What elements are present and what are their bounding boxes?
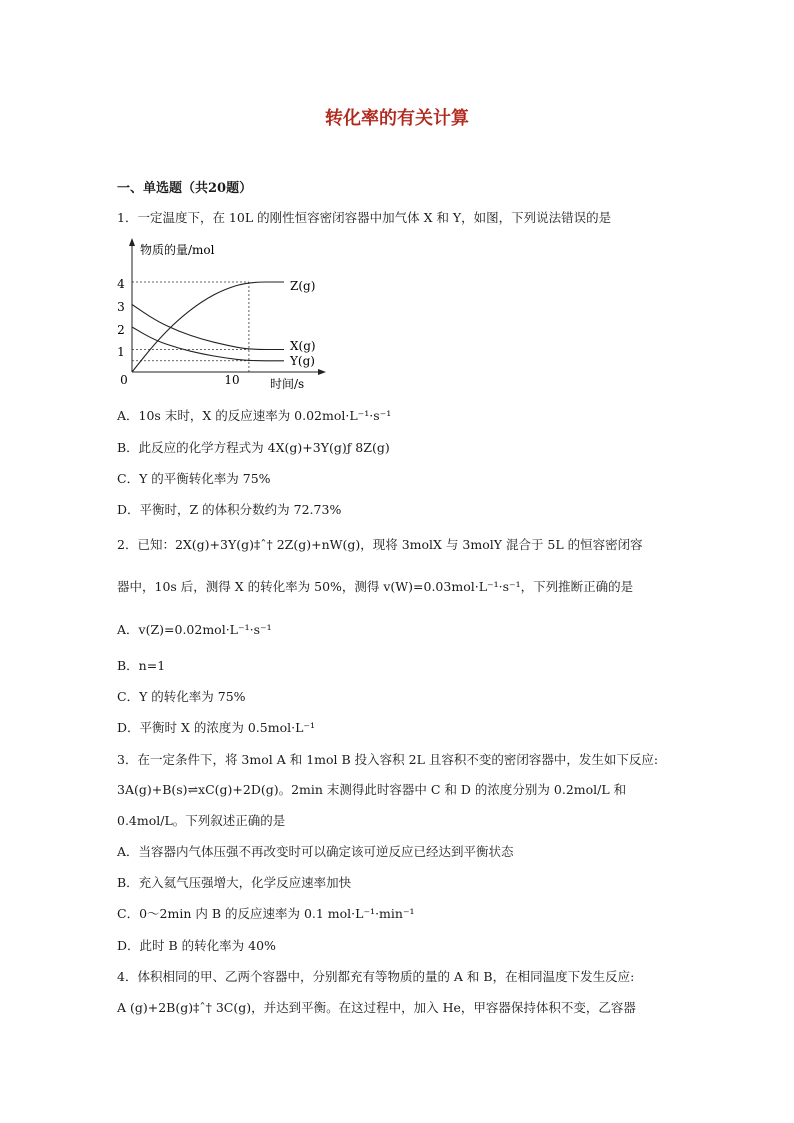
y-axis-label: 物质的量/mol [140,243,215,257]
q3-stem-line1: 3．在一定条件下，将 3mol A 和 1mol B 投入容积 2L 且容积不变的密闭容器中，发生如下反应: [117,752,659,767]
section-heading: 一、单选题（共20题） [117,181,253,196]
q2-option-b: B．n=1 [117,658,166,673]
y-tick-1: 1 [117,345,125,359]
q3-option-b: B．充入氦气压强增大，化学反应速率加快 [117,875,352,890]
q1-chart [112,238,352,390]
series-label-x: X(g) [290,339,316,353]
y-tick-3: 3 [117,300,125,314]
y-tick-4: 4 [117,277,125,291]
q3-stem-line2: 3A(g)+B(s)⇌xC(g)+2D(g)。2min 末测得此时容器中 C 和 D 的浓度分别为 0.2mol/L 和 [117,782,627,797]
q3-option-d: D．此时 B 的转化率为 40% [117,938,276,953]
q1-stem: 1．一定温度下，在 10L 的刚性恒容密闭容器中加气体 X 和 Y，如图，下列说法错误的是 [117,210,612,225]
q2-stem-line2: 器中，10s 后，测得 X 的转化率为 50%，测得 v(W)=0.03mol·L⁻¹·s⁻¹，下列推断正确的是 [117,579,634,594]
q2-stem-line1: 2．已知：2X(g)+3Y(g)‡ˆ† 2Z(g)+nW(g)，现将 3molX 与 3molY 混合于 5L 的恒容密闭容 [117,537,643,552]
q2-option-d: D．平衡时 X 的浓度为 0.5mol·L⁻¹ [117,720,315,735]
x-axis-label: 时间/s [270,377,305,390]
q1-option-a: A．10s 末时，X 的反应速率为 0.02mol·L⁻¹·s⁻¹ [117,408,392,423]
q3-stem-line3: 0.4mol/L。下列叙述正确的是 [117,813,286,828]
q1-option-c: C．Y 的平衡转化率为 75% [117,471,271,486]
series-label-y: Y(g) [290,354,315,368]
x-axis-arrow [318,369,326,375]
series-line-x [132,305,284,350]
y-axis-arrow [129,238,135,246]
q2-option-c: C．Y 的转化率为 75% [117,689,246,704]
q1-option-d: D．平衡时，Z 的体积分数约为 72.73% [117,502,342,517]
x-tick-10: 10 [224,373,240,387]
q3-option-c: C．0～2min 内 B 的反应速率为 0.1 mol·L⁻¹·min⁻¹ [117,906,415,921]
origin-label: 0 [120,373,128,387]
page-title: 转化率的有关计算 [325,108,469,129]
q1-option-b: B．此反应的化学方程式为 4X(g)+3Y(g)ƒ 8Z(g) [117,440,390,455]
series-label-z: Z(g) [290,279,316,293]
y-tick-2: 2 [117,323,125,337]
q4-stem-line1: 4．体积相同的甲、乙两个容器中，分别都充有等物质的量的 A 和 B，在相同温度下发生反应: [117,969,635,984]
q4-stem-line2: A (g)+2B(g)‡ˆ† 3C(g)，并达到平衡。在这过程中，加入 He，甲容器保持体积不变，乙容器 [117,1000,636,1015]
q3-option-a: A．当容器内气体压强不再改变时可以确定该可逆反应已经达到平衡状态 [117,844,514,859]
series-line-z [132,282,284,372]
q2-option-a: A．v(Z)=0.02mol·L⁻¹·s⁻¹ [117,622,272,637]
